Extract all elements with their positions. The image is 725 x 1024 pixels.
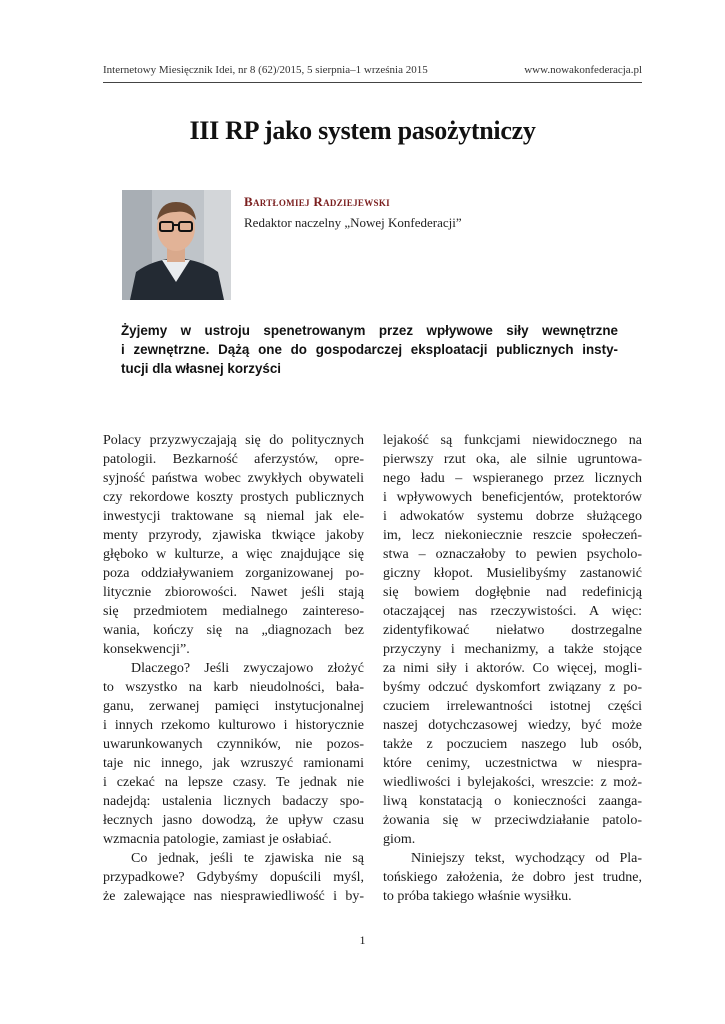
header-divider — [103, 82, 642, 83]
body-line: liwą konstatacją o konieczności zaanga- — [383, 794, 642, 809]
article-title: III RP jako system pasożytniczy — [189, 116, 536, 145]
body-line: pierwszy rzut oka, ale silnie ugruntowa- — [383, 452, 642, 467]
body-line: lejakość są funkcjami niewidocznego na — [383, 433, 642, 448]
body-line: wiedliwości i bylejakości, wreszcie: z moż- — [383, 775, 642, 790]
lead-line: tucji dla własnej korzyści — [121, 361, 282, 376]
body-line: poza oddziaływaniem zorganizowanej po- — [103, 566, 364, 581]
body-line: giom. — [383, 832, 416, 847]
body-line: inwestycji traktowane są niemal jak ele- — [103, 509, 364, 524]
body-line: byśmy odczuć dyskomfort związany z po- — [383, 680, 642, 695]
body-line: litycznie zbiorowości. Nawet jeśli stają — [103, 585, 364, 600]
body-line: i czekać na lepsze czasy. Te jednak nie — [103, 775, 364, 790]
body-line: także z poczuciem naszego lub osób, — [383, 737, 642, 752]
lead-paragraph — [121, 321, 618, 378]
body-column-left — [103, 431, 364, 906]
body-line: zidentyfikować niełatwo dostrzegalne — [383, 623, 642, 638]
body-line: konsekwencji”. — [103, 642, 190, 657]
lead-line: i zewnętrzne. Dążą one do gospodarczej eksploatacji publicznych insty- — [121, 342, 618, 357]
body-line: wania, kończy się na „diagnozach bez — [103, 623, 364, 638]
body-line: naszej dotychczasowej wiedzy, być może — [383, 718, 642, 733]
body-line: patologii. Bezkarność aferzystów, opre- — [103, 452, 364, 467]
body-column-right — [383, 431, 642, 906]
lead-line: Żyjemy w ustroju spenetrowanym przez wpływowe siły wewnętrzne — [121, 323, 618, 338]
author-role: Redaktor naczelny „Nowej Konfederacji” — [244, 215, 462, 230]
author-portrait-image — [122, 190, 231, 300]
body-line: i wpływowych beneficjentów, protektorów — [383, 490, 642, 505]
body-line: się bowiem dogłębnie nad redefinicją — [383, 585, 642, 600]
body-line: giczny kłopot. Musielibyśmy zastanowić — [383, 566, 642, 581]
body-line: nadejdą: ustalenia licznych badaczy spo- — [103, 794, 364, 809]
body-line: łecznych jasno dowodzą, że upływ czasu — [103, 813, 364, 828]
body-line: które cenimy, uczestnictwa w niespra- — [383, 756, 642, 771]
author-name: Bartłomiej Radziejewski — [244, 194, 390, 209]
body-line: taje nic innego, jak wzruszyć ramionami — [103, 756, 364, 771]
author-photo — [122, 190, 231, 300]
page-number: 1 — [359, 933, 366, 947]
body-line: tońskiego założenia, że dobro jest trudne, — [383, 870, 642, 885]
body-line: to próba takiego właśnie wysiłku. — [383, 889, 572, 904]
body-line: Dlaczego? Jeśli zwyczajowo złożyć — [131, 661, 364, 676]
body-line: że zalewające nas niesprawiedliwość i by- — [103, 889, 364, 904]
website-link[interactable]: www.nowakonfederacja.pl — [524, 64, 642, 76]
journal-info: Internetowy Miesięcznik Idei, nr 8 (62)/2015, 5 sierpnia–1 września 2015 — [103, 64, 428, 76]
body-line: wzmacnia patologie, zamiast je osłabiać. — [103, 832, 332, 847]
body-line: Co jednak, jeśli te zjawiska nie są — [131, 851, 364, 866]
body-line: Polacy przyzwyczajają się do politycznych — [103, 433, 364, 448]
body-line: czuciem irrelewantności istotnej części — [383, 699, 642, 714]
body-line: się przedmiotem medialnego zaintereso- — [103, 604, 364, 619]
body-line: przyczyny i mechanizmy, a także stojące — [383, 642, 642, 657]
body-line: żowania się w przeciwdziałanie patolo- — [383, 813, 642, 828]
body-line: stwa – oznaczałoby to pewien psycholo- — [383, 547, 642, 562]
body-line: za nimi siły i aktorów. Co więcej, mogli- — [383, 661, 642, 676]
body-line: i innych rzekomo kulturowo i historycznie — [103, 718, 364, 733]
body-line: menty przyrody, zjawiska tkwiące jakoby — [103, 528, 364, 543]
body-line: im, lecz niekoniecznie reszcie społeczeń- — [383, 528, 642, 543]
body-line: to wszystko na karb nieudolności, bała- — [103, 680, 364, 695]
body-line: nego ładu – wspieranego przez licznych — [383, 471, 642, 486]
body-line: ganu, zerwanej pamięci instytucjonalnej — [103, 699, 364, 714]
body-line: przypadkowe? Gdybyśmy dopuścili myśl, — [103, 870, 364, 885]
body-line: uwarunkowanych czynników, nie pozos- — [103, 737, 364, 752]
body-line: czy rekordowe koszty prostych publicznych — [103, 490, 364, 505]
body-line: syjność państwa wobec zwykłych obywateli — [103, 471, 364, 486]
body-line: i adwokatów systemu dobrze służącego — [383, 509, 642, 524]
body-line: głęboko w kulturze, a więc znajdujące się — [103, 547, 364, 562]
body-line: Niniejszy tekst, wychodzący od Pla- — [411, 851, 642, 866]
body-line: otaczającej nas rzeczywistości. A więc: — [383, 604, 642, 619]
